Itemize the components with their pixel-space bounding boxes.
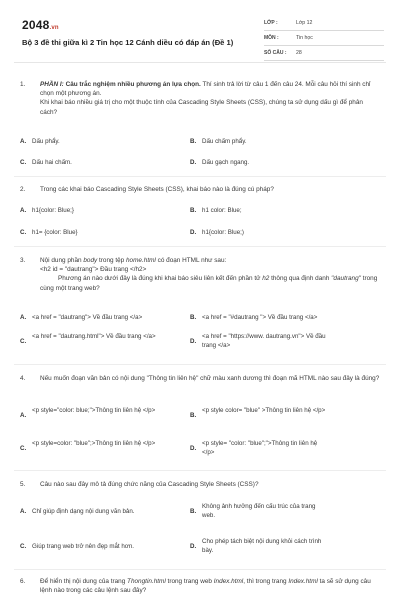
part-label: PHẦN I: [40, 81, 64, 88]
part-intro: Câu trắc nghiệm nhiều phương án lựa chọn. [63, 81, 201, 88]
option-letter: D. [190, 338, 197, 345]
option-text: <p style=color: "blue";>Thông tin liên hệ </p> [32, 440, 156, 447]
question-stem-part: Để hiển thị nội dung của trang [40, 578, 128, 585]
option-letter: C. [20, 445, 27, 452]
question-stem-part: Index.html [213, 578, 244, 585]
option-text: <p style color= "blue" >Thông tin liên hệ </p> [202, 407, 326, 414]
meta-row-class [264, 16, 384, 31]
question-number: 5. [20, 481, 26, 488]
question-stem-part: Nội dung phần [40, 257, 84, 264]
question-3 [20, 256, 380, 300]
option-letter: B. [190, 138, 197, 145]
question-text [40, 577, 380, 595]
option-letter: A. [20, 207, 27, 214]
code-snippet: <h2 id = "dautrang"> Đầu trang </h2> [40, 266, 147, 274]
question-stem-part: "dautrang" [331, 275, 361, 283]
meta-value: Lớp 12 [296, 20, 313, 26]
question-stem-part: Index.html [288, 578, 318, 585]
question-divider [14, 569, 386, 570]
option-letter: A. [20, 412, 27, 419]
option-letter: B. [190, 207, 197, 214]
option-text: Dấu phẩy. [32, 138, 60, 145]
question-stem-part: có đoạn HTML như sau: [155, 257, 227, 264]
question-stem-part: body [83, 257, 98, 264]
question-stem-part: ta sẽ sử dụng câu lệnh nào trong các câu lệnh sau đây? [40, 578, 371, 595]
option-letter: C. [20, 229, 27, 236]
question-stem-part: , thì trong trang [243, 578, 289, 585]
meta-label: LỚP : [264, 20, 278, 26]
question-stem: Nếu muốn đoạn văn bản có nội dung "Thông tin liên hệ" chữ màu xanh dương thì đoạn mã HTML nào sau đây là đúng? [40, 375, 380, 382]
option-text: Dấu hai chấm. [32, 159, 72, 166]
question-stem-part: Thongtin.html [127, 578, 166, 585]
question-stem: Trong các khai báo Cascading Style Sheets (CSS), khai báo nào là đúng cú pháp? [40, 186, 274, 193]
option-letter: A. [20, 138, 27, 145]
meta-row-subject [264, 31, 384, 46]
question-6 [20, 577, 380, 597]
meta-value: 28 [296, 50, 302, 56]
option-letter: C. [20, 159, 27, 166]
option-text: <a href = "dautrang"> Về đầu trang </a> [32, 314, 143, 321]
logo-main: 2048 [22, 18, 50, 32]
exam-header [14, 14, 386, 60]
question-stem-part: home.html [126, 257, 156, 264]
option-text: h1 color: Blue; [202, 207, 242, 214]
question-number: 1. [20, 81, 26, 88]
option-text: <p style= "color: "blue";">Thông tin liên hệ </p> [202, 440, 318, 456]
option-text: Chỉ giúp định dạng nội dung văn bản. [32, 508, 135, 515]
option-text: Dấu chấm phẩy. [202, 138, 247, 145]
question-number: 3. [20, 257, 26, 264]
question-stem: Câu nào sau đây mô tả đúng chức năng của Cascading Style Sheets (CSS)? [40, 481, 259, 488]
question-stem-part: trong cùng một trang web? [40, 275, 378, 292]
option-text: Giúp trang web trở nên đẹp mắt hơn. [32, 543, 135, 550]
question-divider [14, 176, 386, 177]
question-number: 4. [20, 375, 26, 382]
option-letter: B. [190, 508, 197, 515]
meta-label: MÔN : [264, 35, 279, 41]
option-letter: D. [190, 445, 197, 452]
option-text: <a href = "dautrang.html"> Về đầu trang </a> [32, 333, 156, 340]
question-divider [14, 246, 386, 247]
part-instructions: Thí sinh trả lời từ câu 1 đến câu 24. Mỗi câu hỏi thí sinh chỉ chọn một phương án. [40, 81, 371, 98]
question-divider [14, 364, 386, 365]
exam-meta [264, 16, 384, 61]
option-letter: C. [20, 543, 27, 550]
question-text [40, 256, 380, 293]
option-text: Dấu gạch ngang. [202, 159, 250, 166]
question-2 [20, 185, 380, 195]
question-stem-part: trong tệp [97, 257, 126, 264]
option-letter: B. [190, 412, 197, 419]
page-title: Bộ 3 đề thi giữa kì 2 Tin học 12 Cánh diều có đáp án (Đề 1) [22, 38, 234, 47]
question-stem-part: h2 [262, 275, 270, 283]
question-text [40, 80, 380, 117]
question-stem: Khi khai báo nhiều giá trị cho một thuộc tính của Cascading Style Sheets (CSS), chúng ta sử dụng dấu gì để phân cách? [40, 99, 363, 116]
option-text: <a href = "https://www. dautrang.vn"> Về đầu trang </a> [202, 333, 326, 349]
meta-value: Tin học [296, 35, 313, 41]
option-letter: A. [20, 314, 27, 321]
meta-row-count [264, 46, 384, 61]
question-5 [20, 480, 380, 490]
meta-label: SỐ CÂU : [264, 50, 287, 56]
question-stem-part: trong trang web [165, 578, 214, 585]
option-letter: C. [20, 338, 27, 345]
question-1 [20, 80, 380, 130]
option-text: <p style="color: blue;">Thông tin liên hệ </p> [32, 407, 156, 414]
option-text: h1{color: Blue;) [202, 229, 244, 236]
option-letter: B. [190, 314, 197, 321]
option-text: Không ảnh hưởng đến cấu trúc của trang web. [202, 503, 316, 519]
option-text: Cho phép tách biệt nội dung khỏi cách trình bày. [202, 538, 322, 554]
option-letter: A. [20, 508, 27, 515]
logo-suffix: .vn [49, 25, 59, 31]
option-text: <a href = "#dautrang "> Về đầu trang </a> [202, 314, 318, 321]
option-letter: D. [190, 159, 197, 166]
question-stem-part: Phương án nào dưới đây là đúng khi khai báo siêu liên kết đến phần tử [58, 275, 263, 283]
header-divider [14, 62, 386, 63]
question-4 [20, 374, 380, 394]
site-logo[interactable] [22, 18, 59, 32]
question-number: 6. [20, 578, 26, 585]
option-letter: D. [190, 229, 197, 236]
question-stem-part: thông qua định danh [269, 275, 332, 283]
option-text: h1{color: Blue;} [32, 207, 74, 214]
question-divider [14, 470, 386, 471]
option-letter: D. [190, 543, 197, 550]
option-text: h1= {color: Blue} [32, 229, 78, 236]
question-number: 2. [20, 186, 26, 193]
